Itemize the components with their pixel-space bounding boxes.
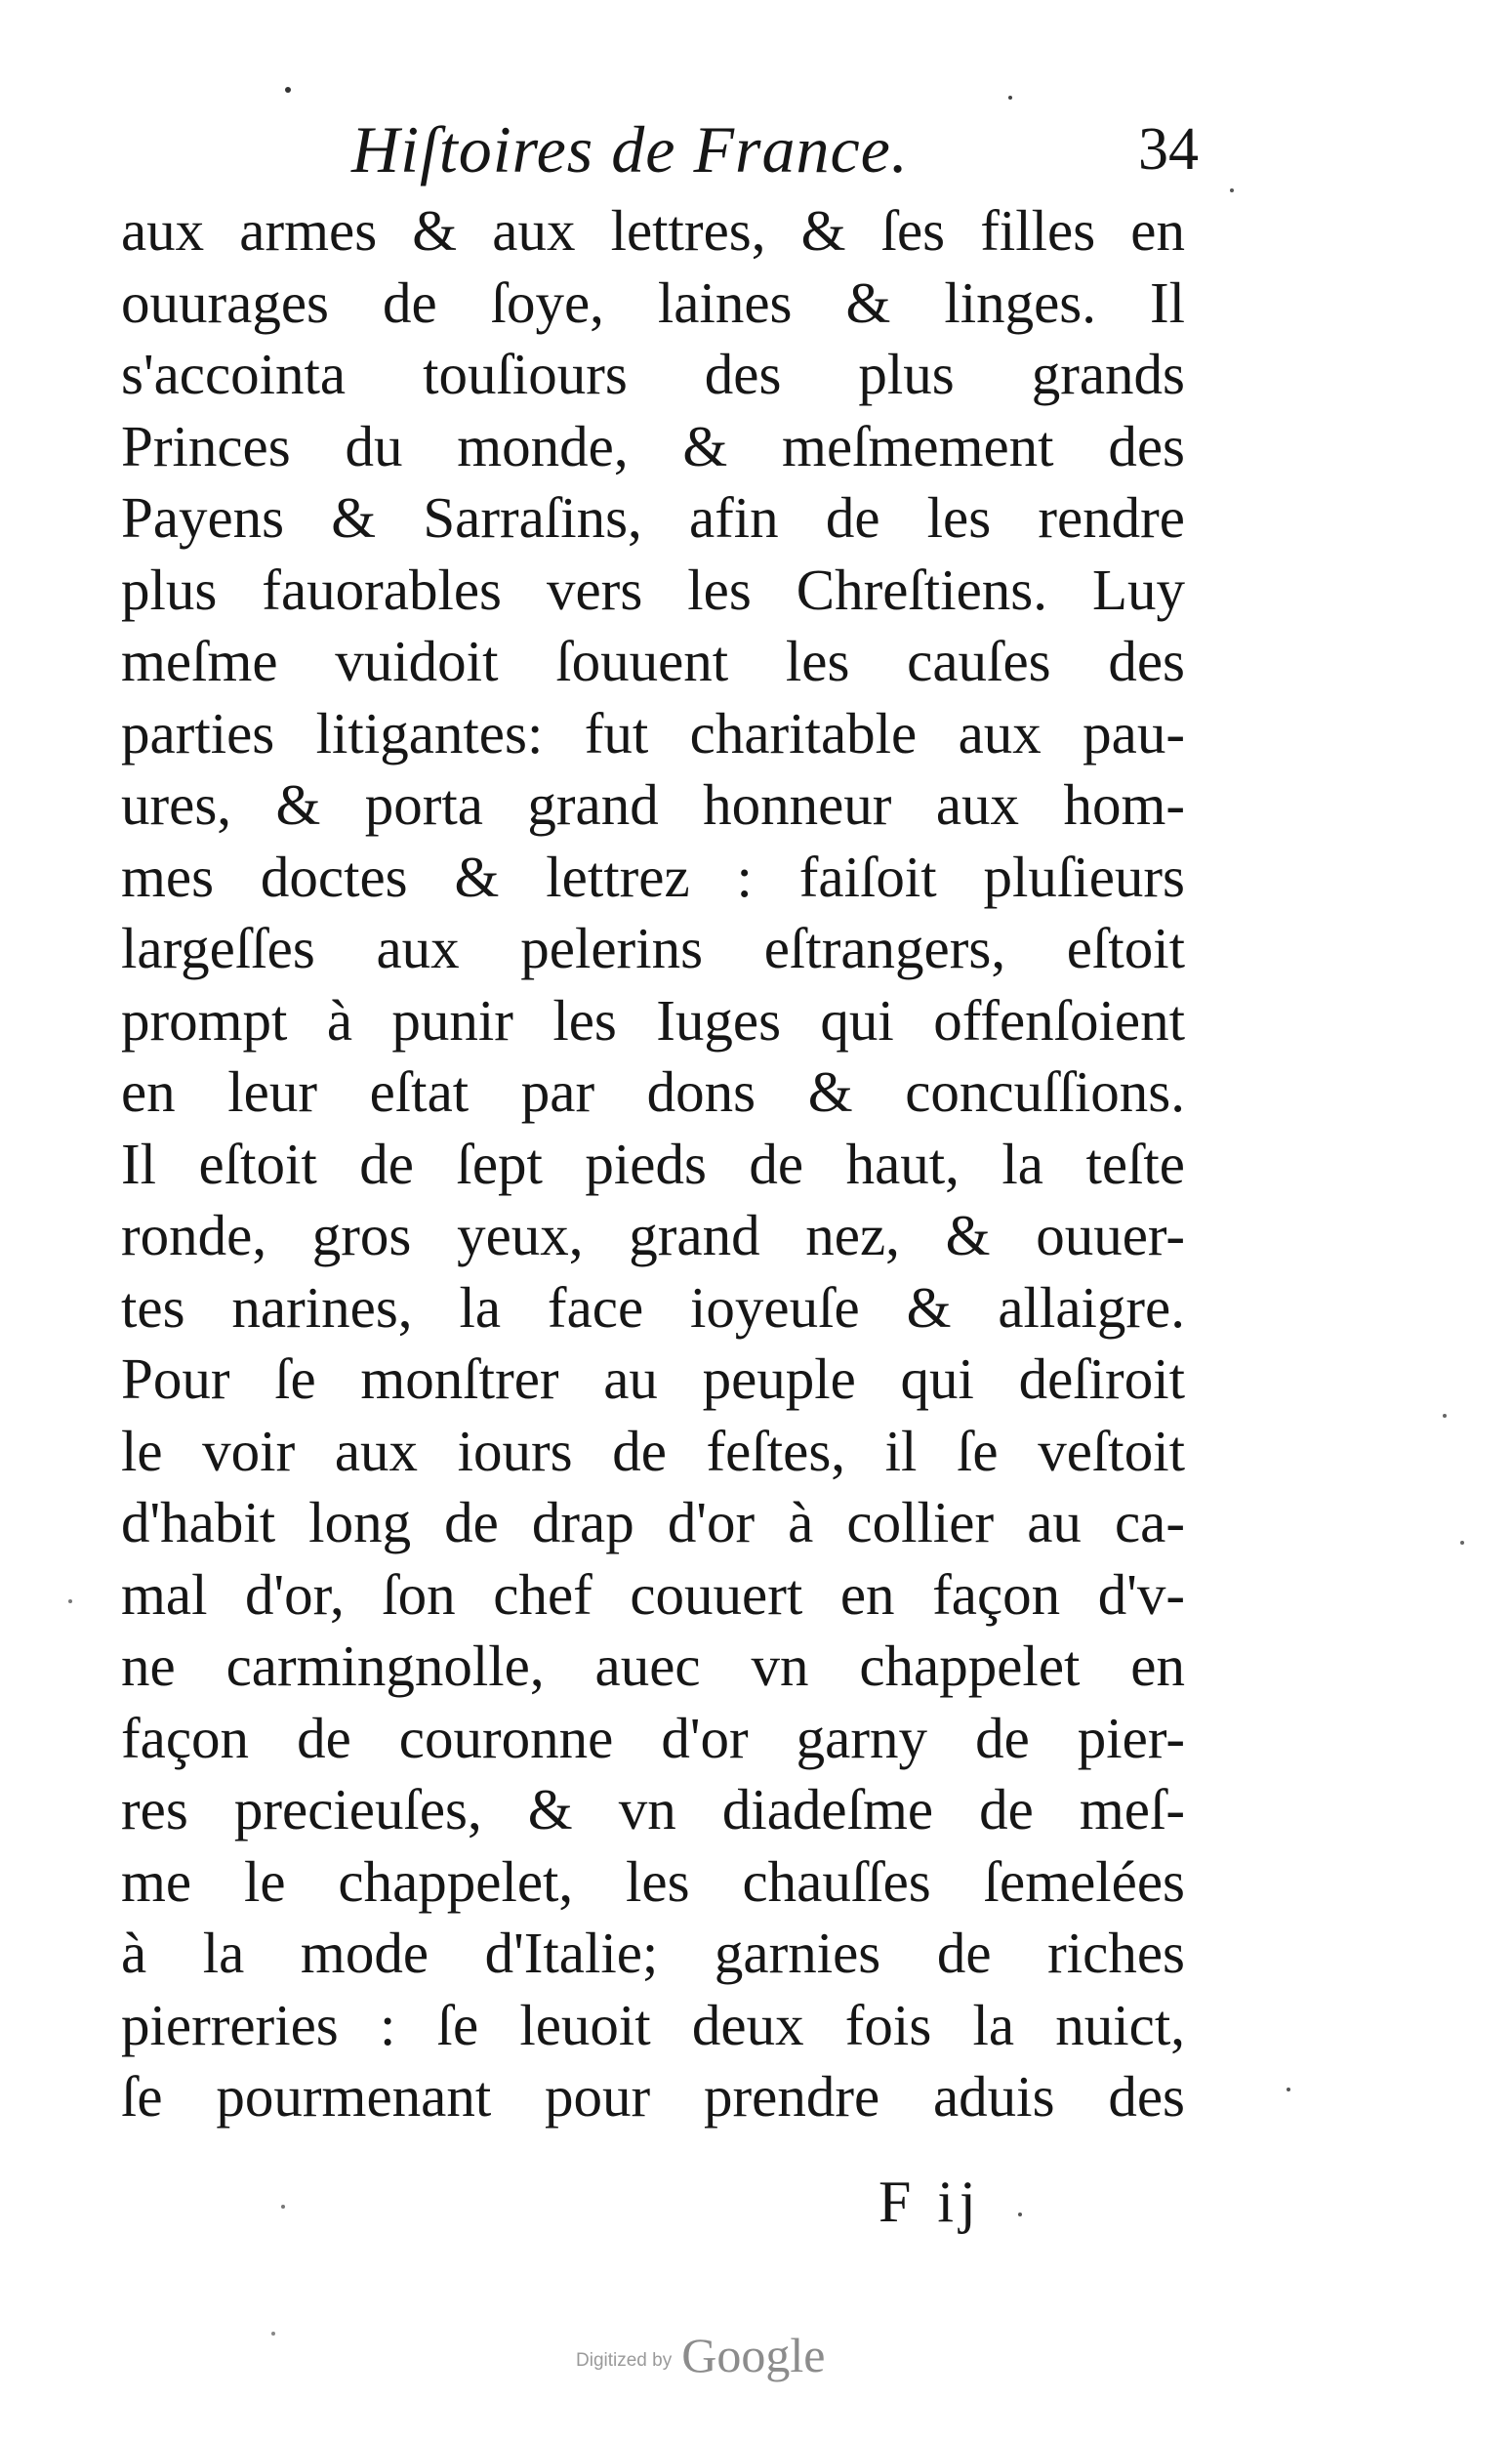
text-line: ronde, gros yeux, grand nez, & ouuer- <box>121 1203 1185 1267</box>
ink-speck <box>271 2332 275 2336</box>
text-line: le voir aux iours de feſtes, il ſe veſtoit <box>121 1418 1185 1483</box>
text-line: prompt à punir les Iuges qui offenſoient <box>121 987 1185 1053</box>
body-text <box>121 195 1185 2133</box>
ink-speck <box>281 2205 285 2209</box>
text-line: en leur eſtat par dons & concuſſions. <box>121 1059 1185 1124</box>
ink-speck <box>1460 1541 1464 1545</box>
text-line: ſe pourmenant pour prendre aduis des <box>121 2064 1185 2129</box>
text-line: mes doctes & lettrez : faiſoit pluſieurs <box>121 844 1185 909</box>
text-line: mal d'or, ſon chef couuert en façon d'v- <box>121 1561 1185 1627</box>
ink-speck <box>1230 188 1234 192</box>
text-line: aux armes & aux lettres, & ſes filles en <box>121 198 1185 263</box>
watermark-prefix: Digitized by <box>576 2350 673 2371</box>
text-line: façon de couronne d'or garny de pier- <box>121 1705 1185 1770</box>
ink-speck <box>1443 1414 1447 1418</box>
text-line: s'accointa touſiours des plus grands <box>121 342 1185 406</box>
ink-speck <box>68 1599 72 1603</box>
text-line: res precieuſes, & vn diadeſme de meſ- <box>121 1777 1185 1841</box>
text-line: meſme vuidoit ſouuent les cauſes des <box>121 629 1185 693</box>
text-line: Princes du monde, & meſmement des <box>121 413 1185 478</box>
ink-speck <box>285 87 291 93</box>
text-line: parties litigantes: fut charitable aux pau- <box>121 700 1185 765</box>
text-line: à la mode d'Italie; garnies de riches <box>121 1921 1185 1985</box>
digitization-watermark <box>576 2314 825 2382</box>
text-line: ures, & porta grand honneur aux hom- <box>121 772 1185 837</box>
text-line: d'habit long de drap d'or à collier au ca- <box>121 1490 1185 1554</box>
text-line: plus fauorables vers les Chreſtiens. Luy <box>121 557 1185 622</box>
text-line: largeſſes aux pelerins eſtrangers, eſtoit <box>121 916 1185 980</box>
text-line: ouurages de ſoye, laines & linges. Il <box>121 269 1185 335</box>
text-line: Il eſtoit de ſept pieds de haut, la teſte <box>121 1131 1185 1196</box>
page-number: 34 <box>1138 116 1199 183</box>
text-line: tes narines, la face ioyeuſe & allaigre. <box>121 1274 1185 1340</box>
signature-mark: F ij <box>879 2170 982 2234</box>
text-line: pierreries : ſe leuoit deux fois la nuict, <box>121 1992 1185 2057</box>
text-line: ne carmingnolle, auec vn chappelet en <box>121 1634 1185 1698</box>
text-line: Pour ſe monſtrer au peuple qui deſiroit <box>121 1346 1185 1411</box>
google-logo: Google <box>681 2328 826 2382</box>
running-title: Hiſtoires de France. <box>351 112 909 186</box>
ink-speck <box>1018 2213 1022 2216</box>
ink-speck <box>1287 2088 1290 2091</box>
text-line: me le chappelet, les chauſſes ſemelées <box>121 1848 1185 1914</box>
page-header <box>351 96 1210 203</box>
text-line: Payens & Sarraſins, afin de les rendre <box>121 485 1185 550</box>
